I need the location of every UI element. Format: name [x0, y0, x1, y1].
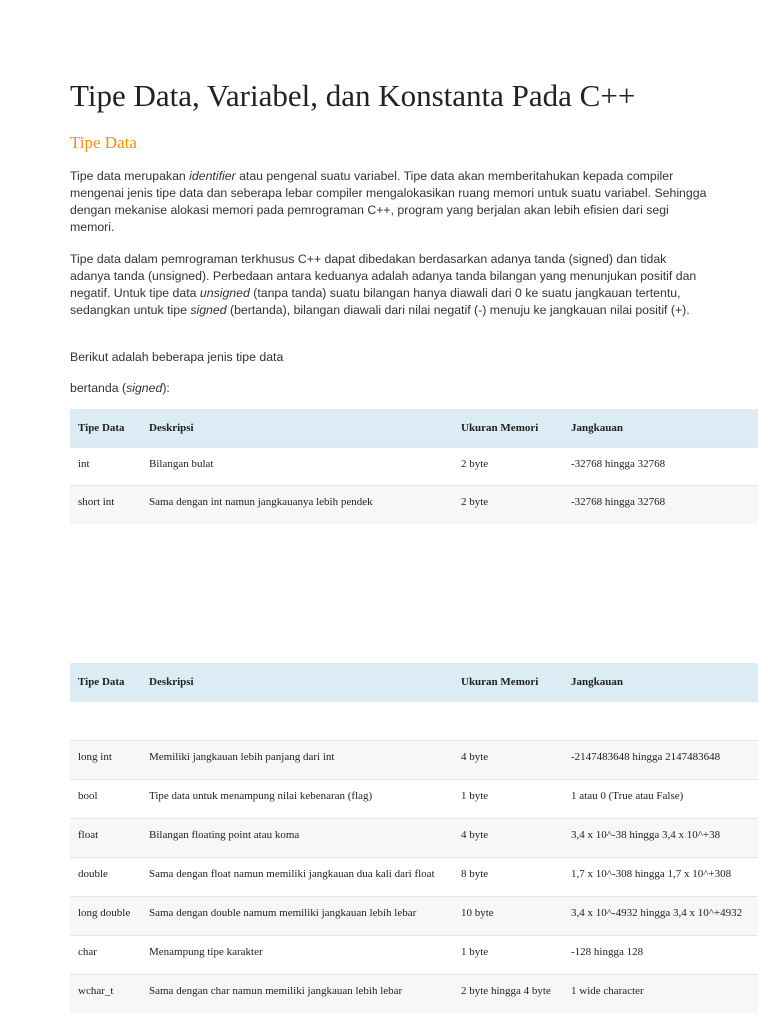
- cell-ukuran-memori: 4 byte: [453, 819, 563, 858]
- cell-deskripsi: [141, 702, 453, 741]
- signed-label-text-2: ):: [162, 381, 170, 395]
- paragraph-signed-text-1: Tipe data dalam pemrograman terkhusus C++ dapat dibedakan berdasarkan adanya tanda (signed) dan tidak adanya tanda (unsigned). Perbedaan antara keduanya adalah adanya tanda bilangan yang menunjukan positif dan negatif. Untuk tipe data: [70, 252, 697, 300]
- cell-tipe-data: double: [70, 858, 141, 897]
- table-row: [70, 819, 758, 858]
- cell-deskripsi: Tipe data untuk menampung nilai kebenaran (flag): [141, 780, 453, 819]
- cell-deskripsi: Bilangan floating point atau koma: [141, 819, 453, 858]
- table-row: [70, 741, 758, 780]
- cell-tipe-data: char: [70, 936, 141, 975]
- paragraph-list-intro: Berikut adalah beberapa jenis tipe data: [70, 350, 284, 364]
- cell-tipe-data: int: [70, 448, 141, 486]
- cell-jangkauan: 1,7 x 10^-308 hingga 1,7 x 10^+308: [563, 858, 758, 897]
- cell-jangkauan: [563, 702, 758, 741]
- paragraph-signed-emphasis-signed: signed: [190, 303, 227, 317]
- cell-deskripsi: Sama dengan int namun jangkauanya lebih pendek: [141, 486, 453, 524]
- cell-ukuran-memori: 1 byte: [453, 936, 563, 975]
- paragraph-intro-text-2: atau pengenal suatu variabel. Tipe data akan memberitahukan kepada compiler mengenai jenis tipe data dan seberapa lebar compiler mengalokasikan ruang memori untuk suatu variabel. Sehingga dengan mekanise alokasi memori pada pemrograman C++, program yang berjalan akan lebih efisien dari segi memori.: [70, 169, 707, 234]
- signed-label-emphasis: signed: [126, 381, 163, 395]
- cell-deskripsi: Menampung tipe karakter: [141, 936, 453, 975]
- paragraph-intro-text-1: Tipe data merupakan: [70, 169, 190, 183]
- paragraph-signed-unsigned: [70, 251, 710, 319]
- cell-tipe-data: short int: [70, 486, 141, 524]
- cell-jangkauan: -32768 hingga 32768: [563, 486, 758, 524]
- table-row: [70, 858, 758, 897]
- header-ukuran-memori: Ukuran Memori: [453, 663, 563, 702]
- cell-tipe-data: long int: [70, 741, 141, 780]
- cell-ukuran-memori: [453, 702, 563, 741]
- cell-jangkauan: 1 atau 0 (True atau False): [563, 780, 758, 819]
- header-jangkauan: Jangkauan: [563, 663, 758, 702]
- header-tipe-data: Tipe Data: [70, 409, 141, 448]
- cell-deskripsi: Sama dengan float namun memiliki jangkauan dua kali dari float: [141, 858, 453, 897]
- cell-deskripsi: Sama dengan double namum memiliki jangkauan lebih lebar: [141, 897, 453, 936]
- table-row: [70, 486, 758, 524]
- table-row: [70, 975, 758, 1014]
- paragraph-signed-emphasis-unsigned: unsigned: [199, 286, 250, 300]
- cell-tipe-data: [70, 702, 141, 741]
- paragraph-signed-label: [70, 380, 710, 397]
- signed-label-text-1: bertanda (: [70, 381, 127, 395]
- cell-ukuran-memori: 10 byte: [453, 897, 563, 936]
- cell-jangkauan: -128 hingga 128: [563, 936, 758, 975]
- cell-ukuran-memori: 1 byte: [453, 780, 563, 819]
- table-header-row: [70, 409, 758, 448]
- cell-jangkauan: 3,4 x 10^-38 hingga 3,4 x 10^+38: [563, 819, 758, 858]
- header-deskripsi: Deskripsi: [141, 409, 453, 448]
- page-title: Tipe Data, Variabel, dan Konstanta Pada C++: [70, 78, 636, 113]
- table-row: [70, 936, 758, 975]
- table-row: [70, 897, 758, 936]
- table-row: [70, 780, 758, 819]
- cell-tipe-data: bool: [70, 780, 141, 819]
- header-ukuran-memori: Ukuran Memori: [453, 409, 563, 448]
- cell-ukuran-memori: 4 byte: [453, 741, 563, 780]
- cell-jangkauan: 1 wide character: [563, 975, 758, 1014]
- header-tipe-data: Tipe Data: [70, 663, 141, 702]
- cell-jangkauan: 3,4 x 10^-4932 hingga 3,4 x 10^+4932: [563, 897, 758, 936]
- cell-deskripsi: Memiliki jangkauan lebih panjang dari int: [141, 741, 453, 780]
- cell-jangkauan: -32768 hingga 32768: [563, 448, 758, 486]
- cell-jangkauan: -2147483648 hingga 2147483648: [563, 741, 758, 780]
- paragraph-signed-text-3: (bertanda), bilangan diawali dari nilai negatif (-) menuju ke jangkauan nilai positif (+).: [226, 303, 690, 317]
- cell-deskripsi: Sama dengan char namun memiliki jangkauan lebih lebar: [141, 975, 453, 1014]
- cell-tipe-data: long double: [70, 897, 141, 936]
- cell-tipe-data: wchar_t: [70, 975, 141, 1014]
- cell-ukuran-memori: 2 byte hingga 4 byte: [453, 975, 563, 1014]
- section-title-tipe-data: Tipe Data: [70, 133, 137, 152]
- table-row: [70, 448, 758, 486]
- cell-deskripsi: Bilangan bulat: [141, 448, 453, 486]
- table-header-row: [70, 663, 758, 702]
- cell-ukuran-memori: 2 byte: [453, 486, 563, 524]
- paragraph-signed-text-2: (tanpa tanda) suatu bilangan hanya diawali dari 0 ke suatu jangkauan tertentu, sedangkan untuk tipe: [70, 286, 681, 317]
- paragraph-intro: [70, 168, 710, 236]
- cell-ukuran-memori: 8 byte: [453, 858, 563, 897]
- cell-ukuran-memori: 2 byte: [453, 448, 563, 486]
- paragraph-intro-emphasis: identifier: [189, 169, 236, 183]
- cell-tipe-data: float: [70, 819, 141, 858]
- header-jangkauan: Jangkauan: [563, 409, 758, 448]
- table-row-empty: [70, 702, 758, 741]
- data-type-table-2: [70, 663, 758, 1013]
- data-type-table-1: [70, 409, 758, 524]
- header-deskripsi: Deskripsi: [141, 663, 453, 702]
